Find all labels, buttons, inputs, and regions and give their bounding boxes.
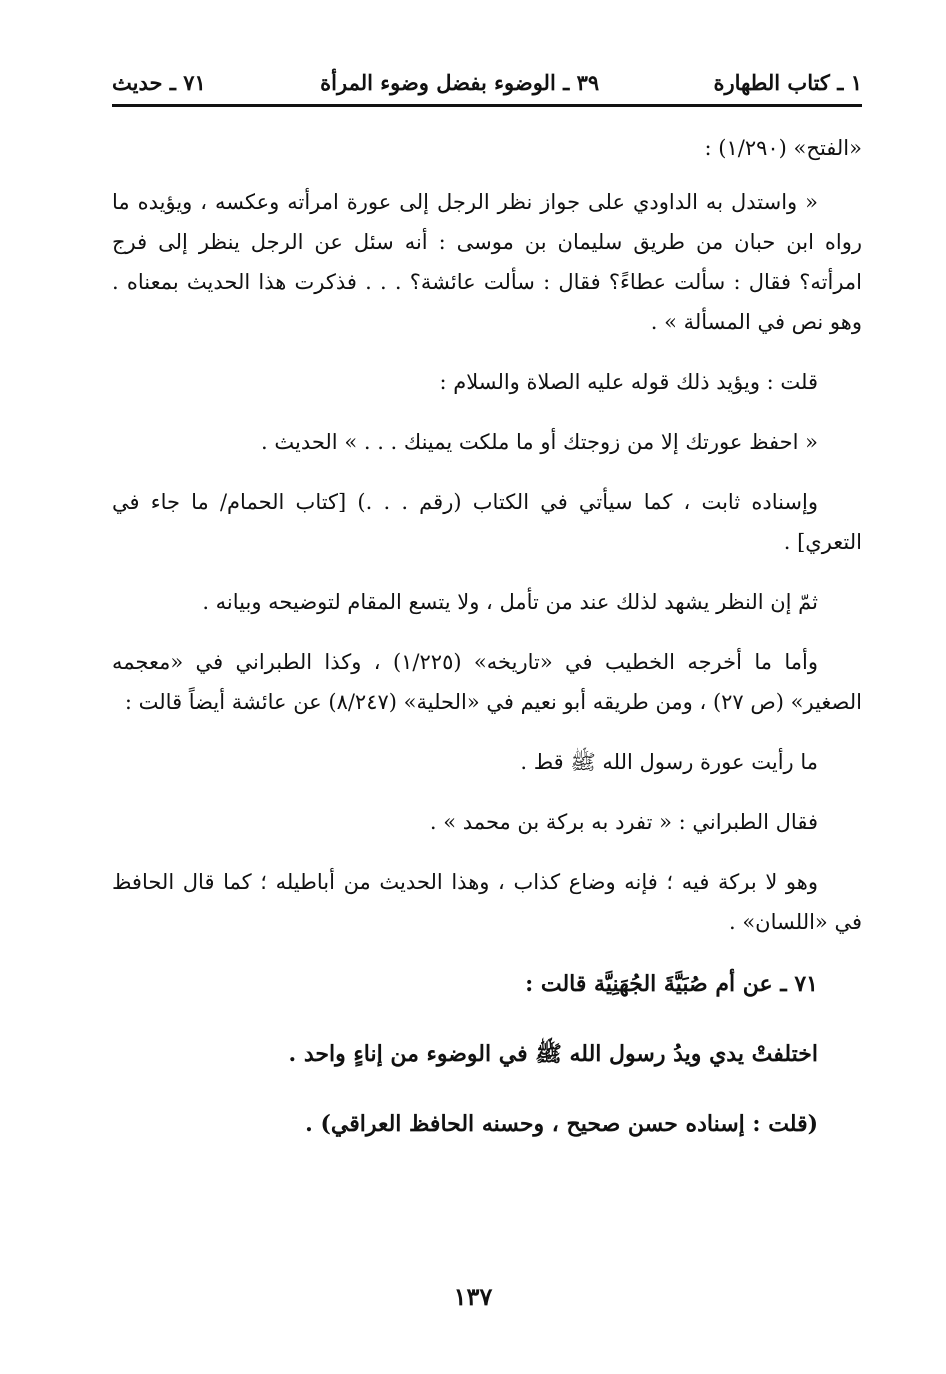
hadith-heading: ٧١ ـ عن أم صُبَيَّةَ الجُهَنِيَّة قالت : bbox=[525, 971, 818, 997]
paragraph-tabarani-comment: فقال الطبراني : « تفرد به بركة بن محمد » . bbox=[429, 810, 818, 834]
paragraph-isnad-note: وإسناده ثابت ، كما سيأتي في الكتاب (رقم . . .) [كتاب الحمام/ ما جاء في التعري] . bbox=[112, 490, 862, 554]
paragraph-dawudi-quote: « واستدل به الداودي على جواز نظر الرجل إلى عورة امرأته وعكسه ، ويؤيده ما رواه ابن حبان من طريق سليمان بن موسى : أنه سئل عن الرجل ينظر إلى فرج امرأته؟ فقال : سألت عطاءً؟ فقال : سألت عائشة؟ . . . فذكرت هذا الحديث بمعناه . وهو نص في المسألة » . bbox=[112, 190, 862, 334]
paragraph-hadith-quote: « احفظ عورتك إلا من زوجتك أو ما ملكت يمينك . . . » الحديث . bbox=[261, 430, 818, 454]
page-number: ١٣٧ bbox=[453, 1282, 493, 1311]
running-header bbox=[112, 62, 862, 107]
header-chapter-title: ٣٩ ـ الوضوء بفضل وضوء المرأة bbox=[320, 69, 600, 95]
hadith-grading-note: (قلت : إسناده حسن صحيح ، وحسنه الحافظ العراقي) . bbox=[305, 1111, 818, 1137]
header-hadith-number: ٧١ ـ حديث bbox=[112, 69, 206, 95]
paragraph-reasoning: ثمّ إن النظر يشهد لذلك عند من تأمل ، ولا يتسع المقام لتوضيحه وبيانه . bbox=[202, 590, 818, 614]
paragraph-aisha-quote: ما رأيت عورة رسول الله ﷺ قط . bbox=[520, 750, 818, 774]
hadith-text: اختلفتْ يدي ويدُ رسول الله ﷺ في الوضوء من إناءٍ واحد . bbox=[288, 1041, 818, 1067]
header-book-title: ١ ـ كتاب الطهارة bbox=[713, 69, 862, 95]
page-body bbox=[112, 128, 862, 1172]
paragraph-khatib-reference: وأما ما أخرجه الخطيب في «تاريخه» (١/٢٢٥) ، وكذا الطبراني في «معجمه الصغير» (ص ٢٧) ، ومن طريقه أبو نعيم في «الحلية» (٨/٢٤٧) عن عائشة أيضاً قالت : bbox=[112, 650, 862, 714]
paragraph-author-comment: قلت : ويؤيد ذلك قوله عليه الصلاة والسلام : bbox=[439, 370, 818, 394]
paragraph-fabricator-note: وهو لا بركة فيه ؛ فإنه وضاع كذاب ، وهذا الحديث من أباطيله ؛ كما قال الحافظ في «اللسان» . bbox=[112, 870, 862, 934]
paragraph-fath-reference: «الفتح» (١/٢٩٠) : bbox=[704, 136, 862, 160]
